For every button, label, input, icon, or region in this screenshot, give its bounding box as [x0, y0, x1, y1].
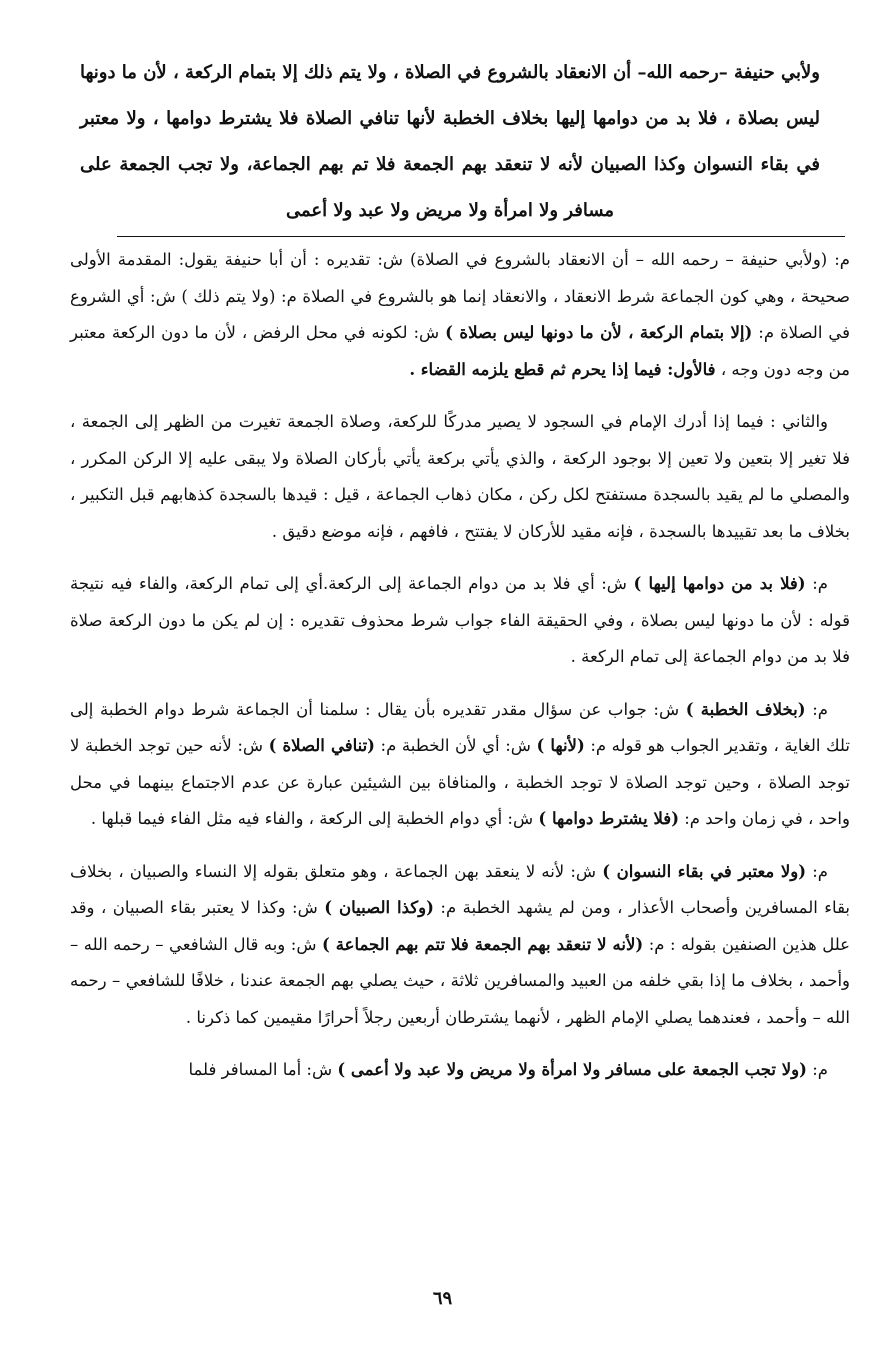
commentary-paragraph: [70, 566, 850, 676]
matn-quote: (فلا بد من دوامها إليها ): [633, 574, 806, 593]
commentary-text: والثاني : فيما إذا أدرك الإمام في السجود لا يصير مدركًا للركعة، وصلاة الجمعة تغيرت من الظهر إلى الجمعة ، فلا تغير إلا بتعين ولا تعين إلا بوجود الركعة ، والذي يأتي بركعة يأتي بأركان الصلاة ولا يبقى عليه إلا الركن المكرر ، والمصلي ما لم يقيد بالسجدة مستفتح لكل ركن ، مكان ذهاب الجماعة ، قيل : قيدها بالسجدة كذهابهم قبل التكبير ، بخلاف ما بعد تقييدها بالسجدة ، فإنه مقيد للأركان لا يفتتح ، فافهم ، فإنه موضع دقيق .: [70, 412, 850, 541]
commentary-text: ش: أما المسافر فلما: [188, 1060, 338, 1079]
commentary: [70, 242, 850, 1105]
commentary-paragraph: [70, 692, 850, 838]
commentary-text: م: (ولأبي حنيفة – رحمه الله – أن الانعقاد بالشروع في الصلاة) ش: تقديره : أن أبا حنيفة يقول: المقدمة الأولى صحيحة ، وهي كون الجماعة شرط الانعقاد ، والانعقاد إنما هو بالشروع في الصلاة م: (ولا يتم ذلك ) ش: أي الشروع في الصلاة م:: [70, 250, 851, 342]
matn-quote: (ولا تجب الجمعة على مسافر ولا امرأة ولا مريض ولا عبد ولا أعمى ): [337, 1060, 807, 1079]
matn-quote: (ولا معتبر في بقاء النسوان ): [602, 861, 807, 881]
page-number: ٦٩: [432, 1288, 453, 1309]
commentary-text: ش: وبه قال الشافعي – رحمه الله – وأحمد ، بخلاف ما إذا بقي خلفه من العبيد والمسافرين ثلاثة ، حيث يصلي بهم الجمعة عندنا ، خلافًا للشافعي – رحمه الله – وأحمد ، فعندهما يصلي الإمام الظهر ، لأنهما يشترطان أربعين رجلاً أحرارًا مقيمين كما ذكرنا .: [70, 934, 850, 1027]
commentary-paragraph: [70, 242, 850, 388]
commentary-text: ش: لكونه في محل الرفض ، لأن ما دون الركعة معتبر من وجه دون وجه ،: [70, 323, 850, 379]
commentary-text: م:: [806, 1060, 828, 1079]
matn-quote: (لأنه لا تنعقد بهم الجمعة فلا تتم بهم الجماعة ): [321, 934, 644, 954]
commentary-text: م:: [805, 574, 828, 593]
matn-quote: (وكذا الصبيان ): [324, 898, 434, 917]
commentary-text: ش: جواب عن سؤال مقدر تقديره بأن يقال : سلمنا أن الجماعة شرط دوام الخطبة إلى تلك الغاية ، وتقدير الجواب هو قوله م:: [70, 699, 850, 755]
commentary-text: ش: أي دوام الخطبة إلى الركعة ، والفاء فيه مثل الفاء فيما قبلها .: [90, 809, 539, 828]
main-text: ولأبي حنيفة –رحمه الله– أن الانعقاد بالشروع في الصلاة ، ولا يتم ذلك إلا بتمام الركعة ، لأن ما دونها ليس بصلاة ، فلا بد من دوامها إليها بخلاف الخطبة لأنها تنافي الصلاة فلا يشترط دوامها ، ولا معتبر في بقاء النسوان وكذا الصبيان لأنه لا تنعقد بهم الجمعة فلا تم بهم الجماعة، ولا تجب الجمعة على مسافر ولا امرأة ولا مريض ولا عبد ولا أعمى: [80, 62, 820, 221]
commentary-text: ش: أي فلا بد من دوام الجماعة إلى الركعة.أي إلى تمام الركعة، والفاء فيه نتيجة قوله : لأن ما دونها ليس بصلاة ، وفي الحقيقة الفاء جواب شرط محذوف تقديره : إن لم يكن ما دون الركعة صلاة فلا بد من دوام الجماعة إلى تمام الركعة .: [70, 574, 850, 666]
matn-quote: (بخلاف الخطبة ): [685, 699, 806, 719]
separator-line: [117, 236, 845, 237]
matn-quote: (فلا يشترط دوامها ): [538, 809, 679, 828]
commentary-paragraph: [70, 404, 850, 550]
commentary-text: ش: وكذا لا يعتبر بقاء الصبيان ، وقد علل هذين الصنفين بقوله : م:: [70, 898, 850, 954]
commentary-paragraph: [70, 854, 850, 1037]
commentary-text: م:: [806, 861, 828, 881]
commentary-text: ش: لأنه لا ينعقد بهن الجماعة ، وهو متعلق بقوله إلا النساء والصبيان ، بخلاف بقاء المسافرين وأصحاب الأعذار ، ومن لم يشهد الخطبة م:: [70, 861, 851, 917]
commentary-paragraph: [70, 1052, 850, 1089]
matn-quote: فالأول: فيما إذا يحرم ثم قطع يلزمه القضاء .: [409, 359, 716, 379]
commentary-text: ش: أي لأن الخطبة م:: [375, 736, 537, 755]
commentary-text: م:: [805, 699, 828, 719]
matn-quote: (لأنها ): [536, 736, 585, 755]
commentary-text: ش: لأنه حين توجد الخطبة لا توجد الصلاة ، وحين توجد الصلاة لا توجد الخطبة ، والمنافاة بين الشيئين عبارة عن عدم الاجتماع بينهما في محل واحد ، في زمان واحد م:: [70, 736, 850, 828]
matn-quote: (إلا بتمام الركعة ، لأن ما دونها ليس بصلاة ): [445, 323, 753, 342]
matn-quote: (تنافي الصلاة ): [268, 736, 375, 755]
